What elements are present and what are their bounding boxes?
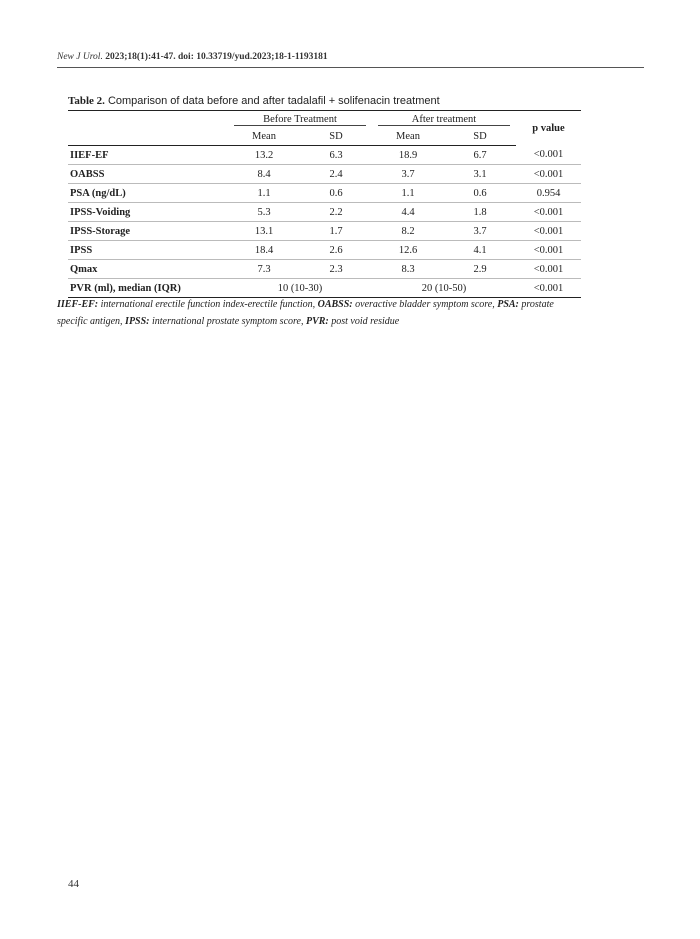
empty-header-cell (68, 128, 228, 146)
p-value: 0.954 (516, 184, 581, 203)
abbr-definition: post void residue (328, 316, 400, 327)
table-row (68, 203, 581, 222)
running-header (57, 52, 644, 68)
empty-header-cell (68, 111, 228, 129)
table-row (68, 146, 581, 165)
table-footnote (57, 296, 577, 330)
after-sd: 2.9 (444, 260, 516, 279)
table-row (68, 260, 581, 279)
after-mean: 18.9 (372, 146, 444, 165)
table-caption-label: Table 2. (68, 95, 105, 107)
group-header-before: Before Treatment (228, 111, 372, 129)
before-sd: 6.3 (300, 146, 372, 165)
after-mean: 12.6 (372, 241, 444, 260)
table-caption (68, 95, 440, 107)
p-value: <0.001 (516, 222, 581, 241)
abbr-definition: overactive bladder symptom score, (352, 299, 498, 310)
after-median-iqr: 20 (10-50) (372, 279, 516, 298)
before-sd: 2.2 (300, 203, 372, 222)
p-value: <0.001 (516, 146, 581, 165)
abbr-term: IPSS: (125, 316, 150, 327)
after-mean: 8.2 (372, 222, 444, 241)
before-mean: 8.4 (228, 165, 300, 184)
after-mean: 3.7 (372, 165, 444, 184)
table-row-pvr (68, 279, 581, 298)
abbr-term: PVR: (305, 316, 329, 327)
table-group-header-row (68, 111, 581, 129)
row-label: IIEF-EF (68, 146, 228, 165)
before-mean: 18.4 (228, 241, 300, 260)
abbr-definition: international erectile function index-erectile function, (98, 299, 318, 310)
before-mean: 13.1 (228, 222, 300, 241)
after-mean: 4.4 (372, 203, 444, 222)
before-sd: 2.6 (300, 241, 372, 260)
before-mean: 5.3 (228, 203, 300, 222)
page-number: 44 (68, 878, 79, 890)
table-row (68, 241, 581, 260)
after-mean: 8.3 (372, 260, 444, 279)
subheader-before-mean: Mean (228, 128, 300, 146)
row-label: PSA (ng/dL) (68, 184, 228, 203)
abbr-definition: international prostate symptom score, (149, 316, 306, 327)
abbr-definition: prostate specific antigen, (57, 299, 554, 327)
before-sd: 1.7 (300, 222, 372, 241)
group-header-after: After treatment (372, 111, 516, 129)
p-value: <0.001 (516, 260, 581, 279)
p-value: <0.001 (516, 241, 581, 260)
table-row (68, 222, 581, 241)
subheader-after-sd: SD (444, 128, 516, 146)
citation: 2023;18(1):41-47. doi: 10.33719/yud.2023;18-1-1193181 (105, 52, 328, 62)
subheader-before-sd: SD (300, 128, 372, 146)
before-mean: 1.1 (228, 184, 300, 203)
journal-name: New J Urol. (57, 52, 103, 62)
after-sd: 3.1 (444, 165, 516, 184)
before-sd: 2.4 (300, 165, 372, 184)
abbr-term: PSA: (497, 299, 519, 310)
results-table (68, 110, 581, 298)
abbr-term: OABSS: (317, 299, 353, 310)
table-row (68, 184, 581, 203)
table-caption-text: Comparison of data before and after tadalafil + solifenacin treatment (107, 95, 440, 107)
table-row (68, 165, 581, 184)
table-subheader-row (68, 128, 581, 146)
before-mean: 13.2 (228, 146, 300, 165)
row-label: IPSS-Voiding (68, 203, 228, 222)
p-value: <0.001 (516, 203, 581, 222)
after-sd: 1.8 (444, 203, 516, 222)
subheader-after-mean: Mean (372, 128, 444, 146)
before-sd: 0.6 (300, 184, 372, 203)
pvalue-header: p value (516, 111, 581, 146)
before-median-iqr: 10 (10-30) (228, 279, 372, 298)
before-mean: 7.3 (228, 260, 300, 279)
before-sd: 2.3 (300, 260, 372, 279)
after-sd: 0.6 (444, 184, 516, 203)
after-sd: 4.1 (444, 241, 516, 260)
after-sd: 6.7 (444, 146, 516, 165)
p-value: <0.001 (516, 165, 581, 184)
after-sd: 3.7 (444, 222, 516, 241)
after-mean: 1.1 (372, 184, 444, 203)
row-label: IPSS-Storage (68, 222, 228, 241)
row-label: IPSS (68, 241, 228, 260)
row-label: OABSS (68, 165, 228, 184)
p-value: <0.001 (516, 279, 581, 298)
row-label: Qmax (68, 260, 228, 279)
abbr-term: IIEF-EF: (57, 299, 99, 310)
row-label: PVR (ml), median (IQR) (68, 279, 228, 298)
